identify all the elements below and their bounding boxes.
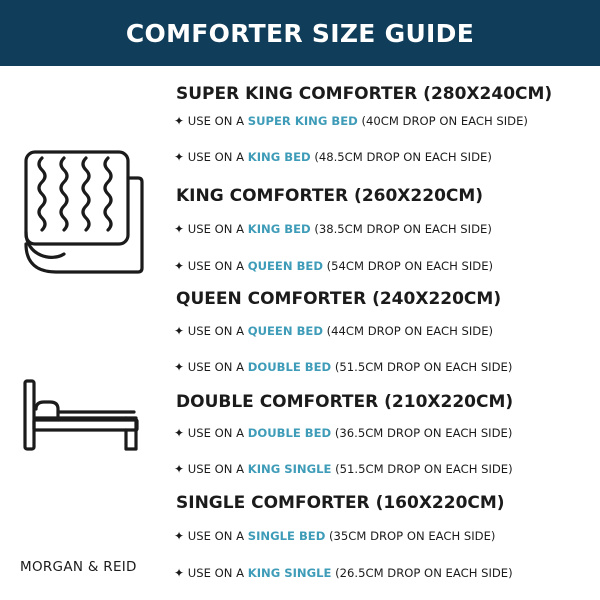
sparkle-bullet-icon: ✦ xyxy=(174,259,185,273)
sparkle-bullet-icon: ✦ xyxy=(174,222,185,236)
section-title-king: KING COMFORTER (260X220CM) xyxy=(176,186,484,206)
bed-size-highlight: KING SINGLE xyxy=(247,462,332,476)
sparkle-bullet-icon: ✦ xyxy=(174,462,185,476)
list-item: ✦ USE ON A QUEEN BED (44CM DROP ON EACH SIDE) xyxy=(174,324,494,338)
sparkle-bullet-icon: ✦ xyxy=(174,426,185,440)
section-title-double: DOUBLE COMFORTER (210X220CM) xyxy=(176,392,514,412)
bed-size-highlight: DOUBLE BED xyxy=(247,360,332,374)
bed-size-highlight: SUPER KING BED xyxy=(247,114,358,128)
list-item: ✦ USE ON A KING SINGLE (26.5CM DROP ON EACH SIDE) xyxy=(174,566,513,580)
bed-size-highlight: QUEEN BED xyxy=(247,259,323,273)
sparkle-bullet-icon: ✦ xyxy=(174,566,185,580)
bed-size-highlight: KING BED xyxy=(247,150,311,164)
bed-size-highlight: SINGLE BED xyxy=(247,529,326,543)
bed-size-highlight: KING BED xyxy=(247,222,311,236)
list-item: ✦ USE ON A KING BED (48.5CM DROP ON EACH SIDE) xyxy=(174,150,492,164)
list-item: ✦ USE ON A KING BED (38.5CM DROP ON EACH SIDE) xyxy=(174,222,492,236)
bed-size-highlight: KING SINGLE xyxy=(247,566,332,580)
sparkle-bullet-icon: ✦ xyxy=(174,529,185,543)
header-banner xyxy=(0,0,600,66)
page-title: COMFORTER SIZE GUIDE xyxy=(125,18,475,48)
sparkle-bullet-icon: ✦ xyxy=(174,360,185,374)
list-item: ✦ USE ON A QUEEN BED (54CM DROP ON EACH SIDE) xyxy=(174,259,494,273)
list-item: ✦ USE ON A SINGLE BED (35CM DROP ON EACH SIDE) xyxy=(174,529,496,543)
bed-size-highlight: QUEEN BED xyxy=(247,324,323,338)
section-title-queen: QUEEN COMFORTER (240X220CM) xyxy=(176,289,502,309)
bed-icon xyxy=(22,378,140,452)
brand-name: MORGAN & REID xyxy=(20,559,137,575)
list-item: ✦ USE ON A SUPER KING BED (40CM DROP ON EACH SIDE) xyxy=(174,114,528,128)
sparkle-bullet-icon: ✦ xyxy=(174,150,185,164)
list-item: ✦ USE ON A DOUBLE BED (36.5CM DROP ON EACH SIDE) xyxy=(174,426,513,440)
list-item: ✦ USE ON A KING SINGLE (51.5CM DROP ON EACH SIDE) xyxy=(174,462,513,476)
rolled-comforter-icon xyxy=(22,148,146,278)
section-title-super-king: SUPER KING COMFORTER (280X240CM) xyxy=(176,84,553,104)
sparkle-bullet-icon: ✦ xyxy=(174,114,185,128)
list-item: ✦ USE ON A DOUBLE BED (51.5CM DROP ON EACH SIDE) xyxy=(174,360,513,374)
sparkle-bullet-icon: ✦ xyxy=(174,324,185,338)
bed-size-highlight: DOUBLE BED xyxy=(247,426,332,440)
section-title-single: SINGLE COMFORTER (160X220CM) xyxy=(176,493,505,513)
